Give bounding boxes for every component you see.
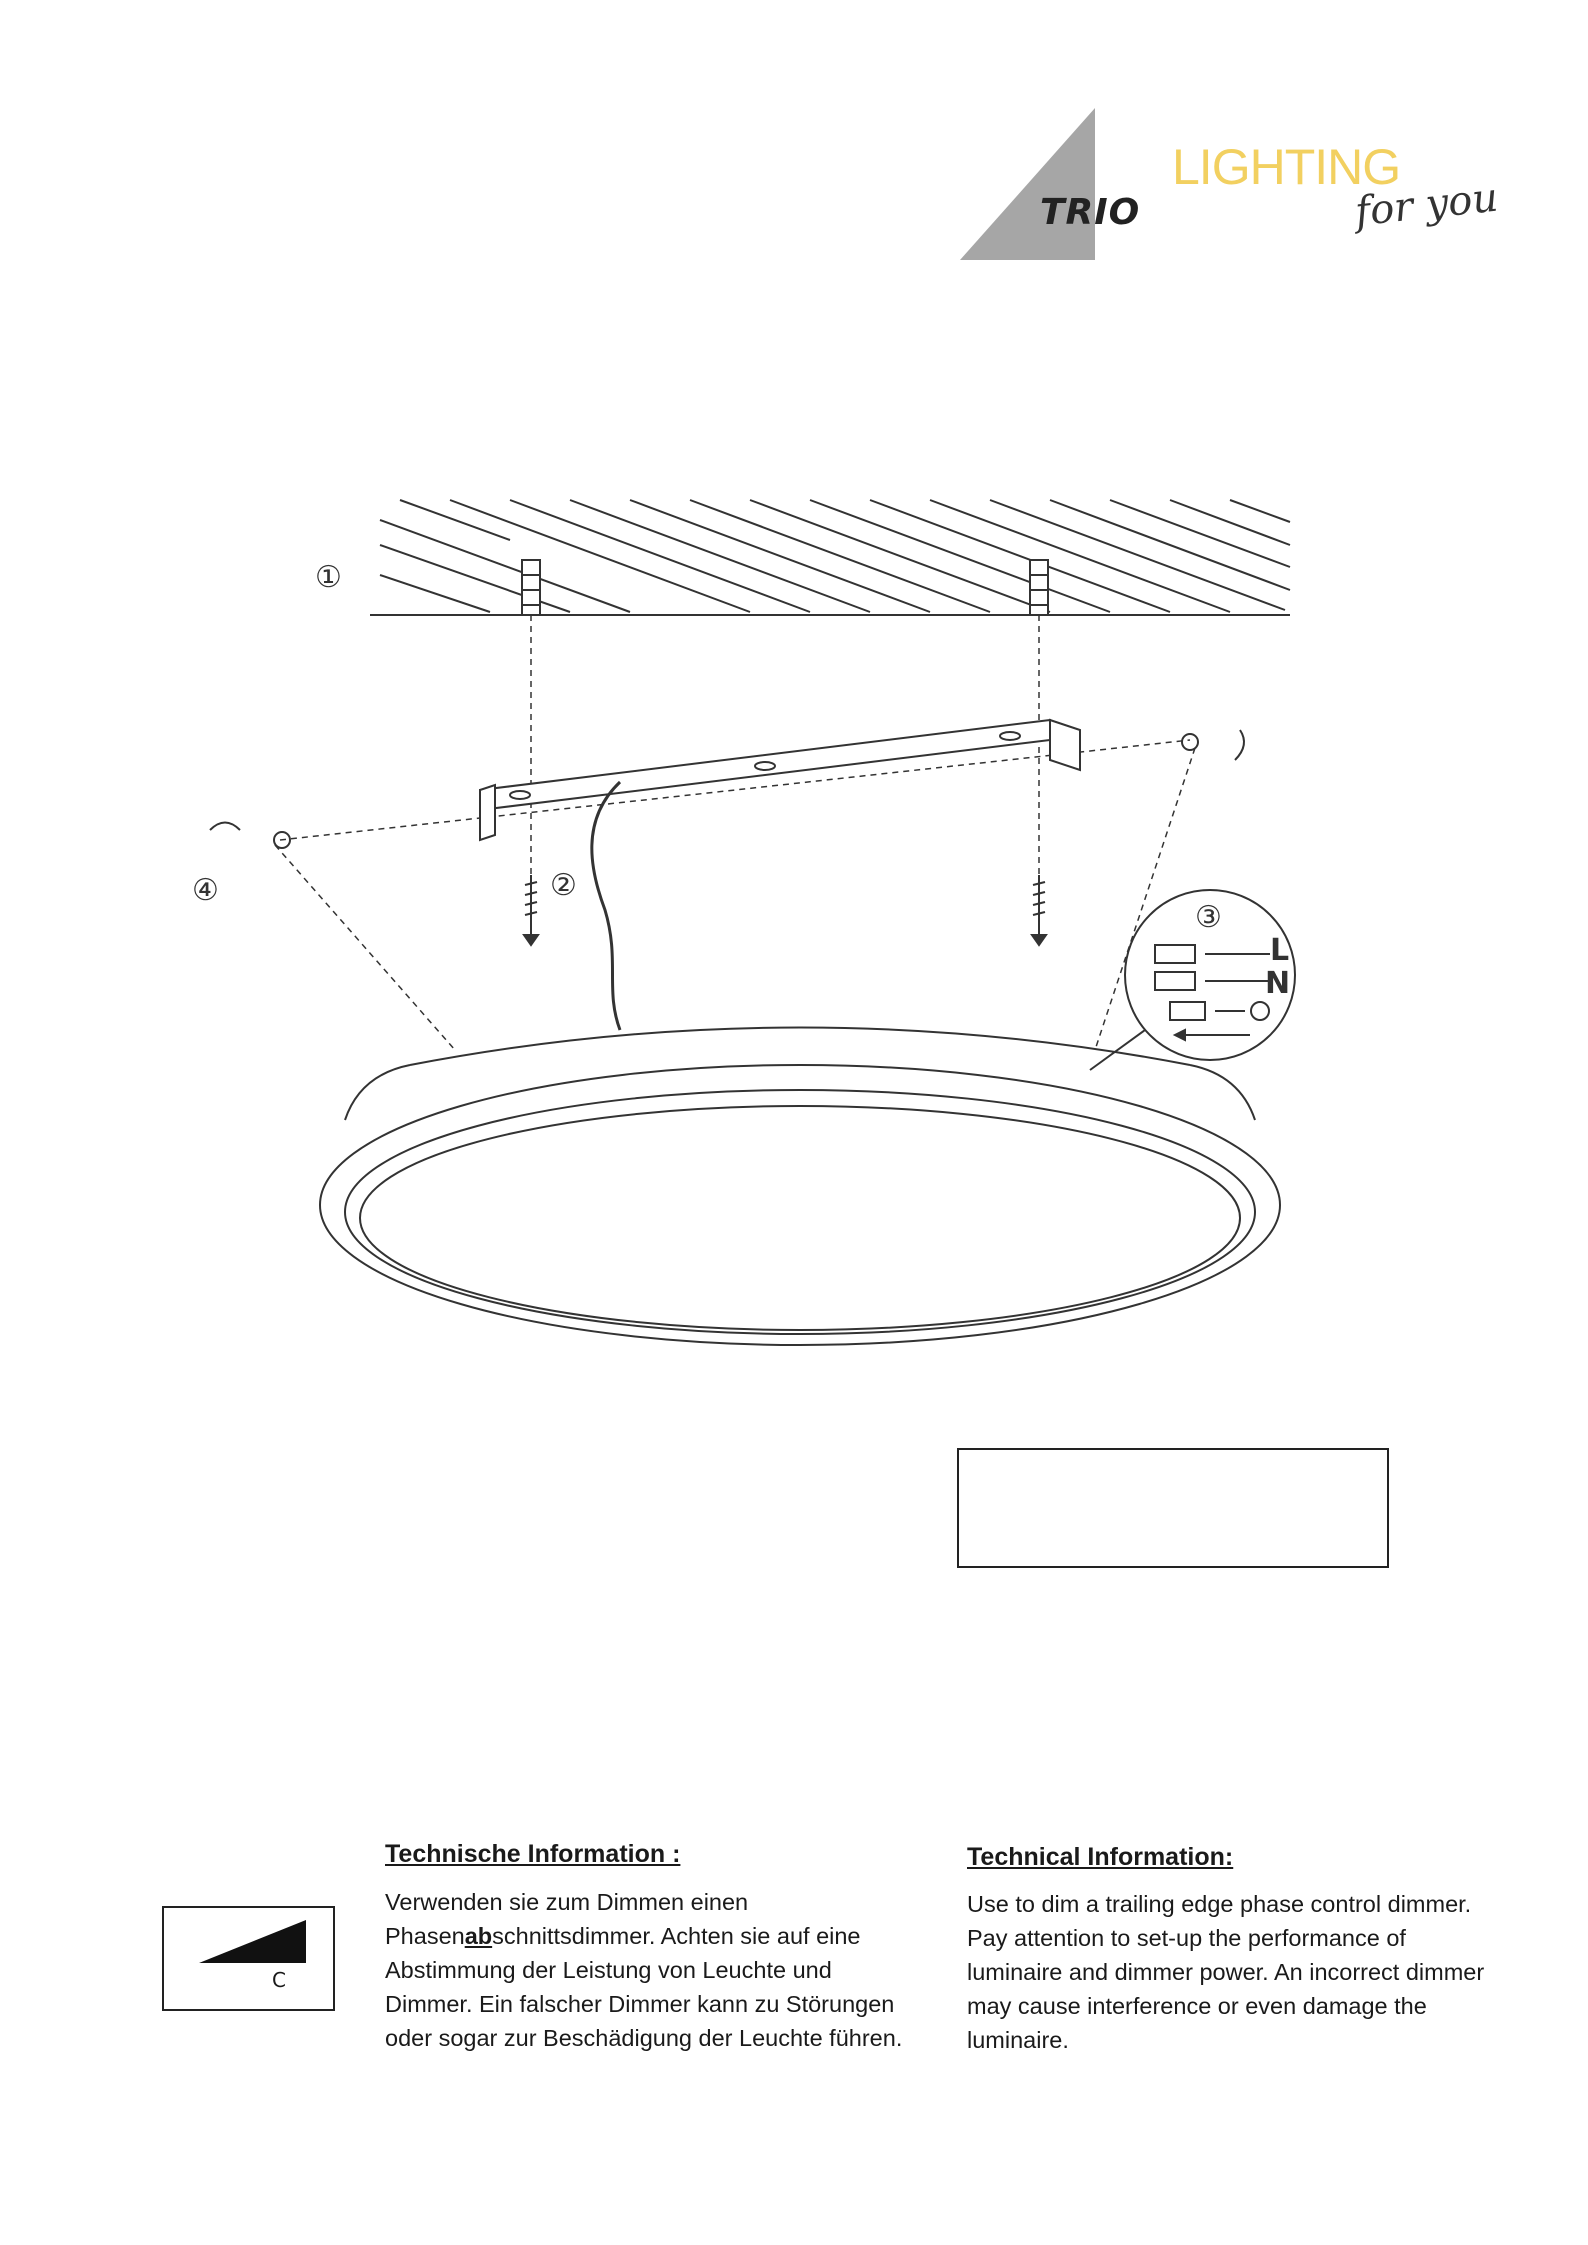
screw-left [524,875,538,945]
trailing-edge-dimmer-icon [164,1908,333,2009]
installation-diagram [150,490,1450,1350]
rotate-arrow-right [1235,730,1244,760]
wire-label-live: L [1270,933,1290,968]
wire-label-neutral: N [1265,966,1291,1001]
english-heading: Technical Information: [967,1843,1234,1871]
logo-word: LIGHTING [1172,139,1401,195]
wall-plug-right [1030,560,1048,615]
ceiling-panel [320,1028,1280,1346]
german-text: Verwenden sie zum Dimmen einen Phasenabschnittsdimmer. Achten sie auf eine Abstimmung der Leistung von Leuchte und Dimmer. Ein falscher Dimmer kann zu Störungen oder sogar zur Beschädigung der Leuchte führen. [385,1889,903,2051]
dimmer-icon-box [162,1906,335,2011]
mounting-bracket [480,720,1080,840]
blank-label-box [957,1448,1389,1568]
power-cable [592,782,620,1030]
installation-diagram-drawing [150,490,1450,1350]
callout-3: ③ [1195,900,1222,935]
rotate-arrow-left [210,823,240,831]
wall-plug-left [522,560,540,615]
callout-2: ② [550,868,577,903]
callout-4: ④ [192,873,219,908]
german-text-emphasis: ab [464,1923,493,1949]
screw-right [1032,875,1046,945]
logo-tagline: for you [1352,174,1501,236]
callout-1: ① [315,560,342,595]
german-heading: Technische Information : [385,1840,681,1868]
side-screw-right [1182,734,1198,750]
logo-brand: TRIO [1040,192,1141,233]
dimmer-letter: C [272,1968,286,1992]
ceiling-hatching [370,500,1290,615]
english-text: Use to dim a trailing edge phase control dimmer. Pay attention to set-up the performance of luminaire and dimmer power. An incorrect dimmer may cause interference or even damage the luminaire. [967,1891,1485,2053]
